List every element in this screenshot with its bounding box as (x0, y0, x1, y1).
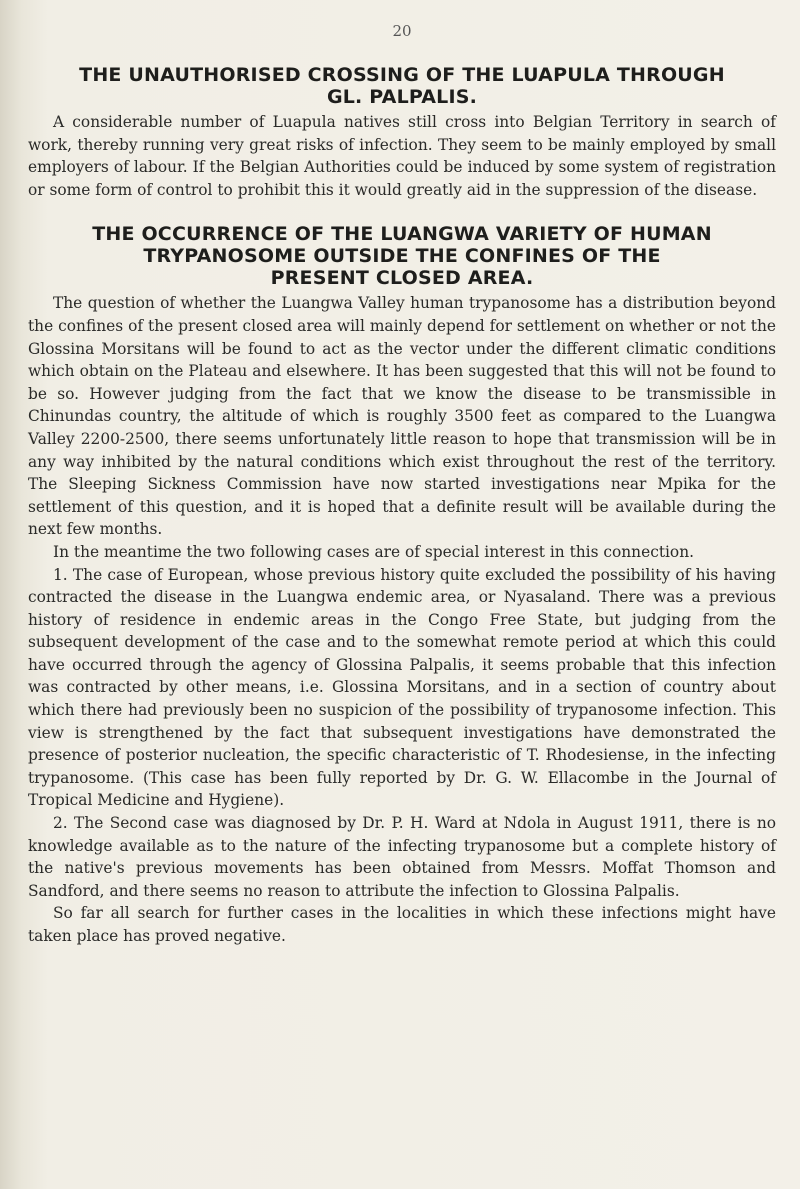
section-luapula-crossing (28, 64, 776, 201)
paragraph: 1. The case of European, whose previous history quite excluded the possibility of his having contracted the disease in the Luangwa endemic area, or Nyasaland. There was a previous history of residence in endemic areas in the Congo Free State, but judging from the subsequent development of the case and to the somewhat remote period at which this could have occurred through the agency of Glossina Palpalis, it seems probable that this infection was contracted by other means, i.e. Glossina Morsitans, and in a section of country about which there had previously been no suspicion of the possibility of trypanosome infection. This view is strengthened by the fact that subsequent investigations have demonstrated the presence of posterior nucleation, the specific characteristic of T. Rhodesiense, in the infecting trypanosome. (This case has been fully reported by Dr. G. W. Ellacombe in the Journal of Tropical Medicine and Hygiene). (28, 565, 776, 810)
paragraph: So far all search for further cases in the localities in which these infections might have taken place has proved negative. (28, 904, 776, 945)
paragraph: In the meantime the two following cases are of special interest in this connection. (53, 542, 695, 561)
heading-line: THE OCCURRENCE OF THE LUANGWA VARIETY OF HUMAN (92, 223, 712, 246)
page-content (28, 22, 776, 948)
section-heading (28, 223, 776, 289)
heading-line: THE UNAUTHORISED CROSSING OF THE LUAPULA THROUGH (79, 64, 725, 86)
heading-line: PRESENT CLOSED AREA. (270, 267, 534, 290)
paragraph: The question of whether the Luangwa Valley human trypanosome has a distribution beyond the confines of the present closed area will mainly depend for settlement on whether or not the Glossina Morsitans will be found to act as the vector under the different climatic conditions which obtain on the Plateau and elsewhere. It has been suggested that this will not be found to be so. However judging from the fact that we know the disease to be transmissible in Chinundas country, the altitude of which is roughly 3500 feet as compared to the Luangwa Valley 2200-2500, there seems unfortunately little reason to hope that transmission will be in any way inhibited by the natural conditions which exist throughout the rest of the territory. The Sleeping Sickness Commission have now started investigations near Mpika for the settlement of this question, and it is hoped that a definite result will be available during the next few months. (28, 294, 776, 539)
page-number: 20 (392, 22, 412, 40)
heading-line: TRYPANOSOME OUTSIDE THE CONFINES OF THE (143, 245, 661, 268)
paragraph: A considerable number of Luapula natives still cross into Belgian Territory in search of work, thereby running very great risks of infection. They seem to be mainly employed by small employers of labour. If the Belgian Authorities could be induced by some system of registration or some form of control to prohibit this it would greatly aid in the suppression of the disease. (28, 113, 776, 199)
section-heading (28, 64, 776, 108)
section-luangwa-trypanosome (28, 223, 776, 947)
heading-line: GL. PALPALIS. (326, 86, 478, 108)
paragraph: 2. The Second case was diagnosed by Dr. P. H. Ward at Ndola in August 1911, there is no knowledge available as to the nature of the infecting trypanosome but a complete history of the native's previous movements has been obtained from Messrs. Moffat Thomson and Sandford, and there seems no reason to attribute the infection to Glossina Palpalis. (28, 814, 776, 900)
